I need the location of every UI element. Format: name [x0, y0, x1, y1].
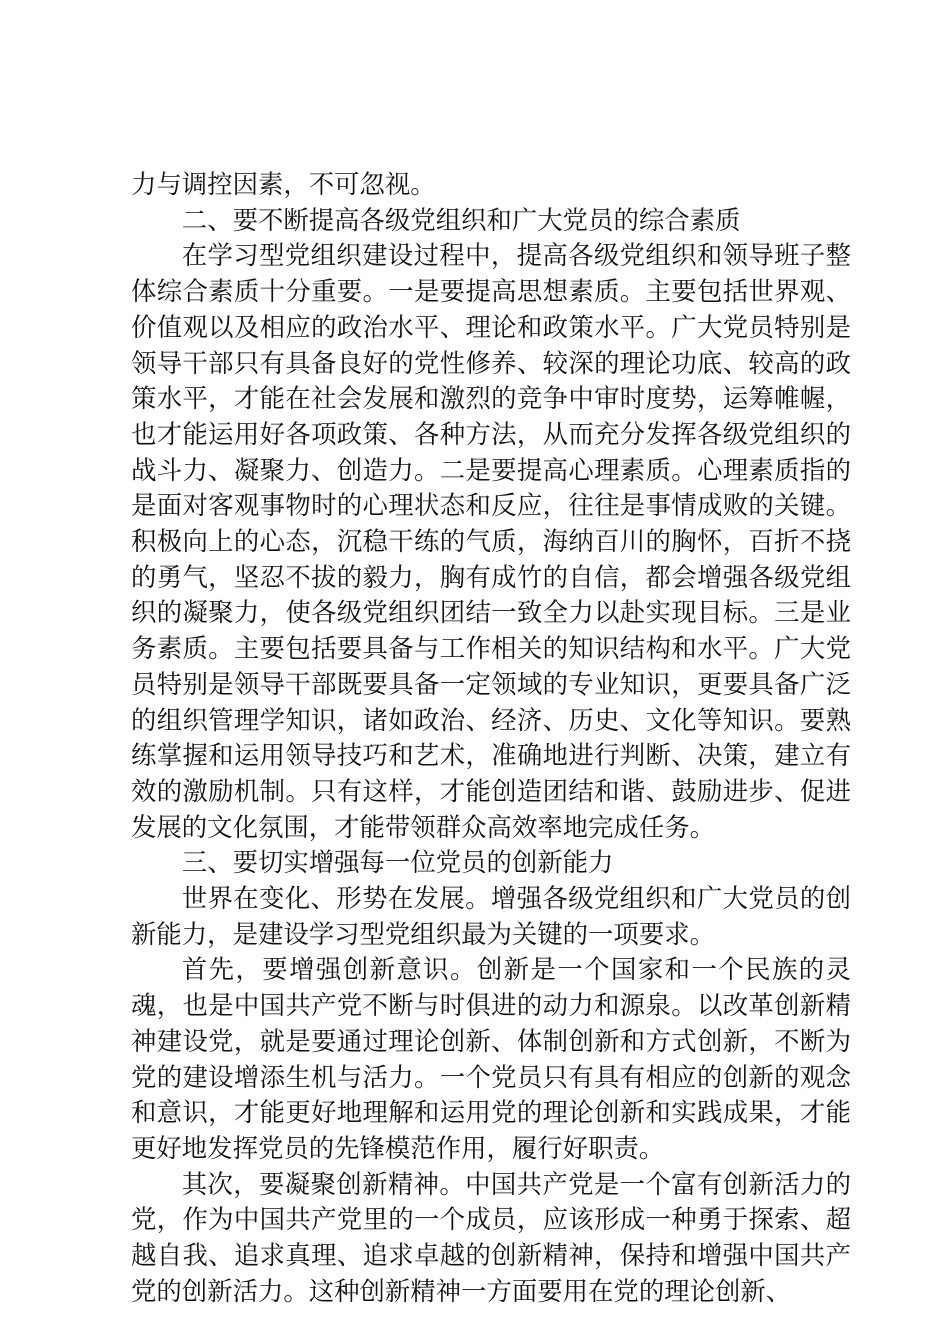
- document-page: [131, 167, 851, 1310]
- paragraph-innovation-spirit: 其次，要凝聚创新精神。中国共产党是一个富有创新活力的党，作为中国共产党里的一个成员，应该形成一种勇于探索、超越自我、追求真理、追求卓越的创新精神，保持和增强中国共产党的创新活力。这种创新精神一方面要用在党的理论创新、: [131, 1168, 851, 1306]
- paragraph-continued: 力与调控因素，不可忽视。: [131, 169, 436, 199]
- paragraph-innovation-intro: 世界在变化、形势在发展。增强各级党组织和广大党员的创新能力，是建设学习型党组织最为关键的一项要求。: [131, 883, 851, 949]
- section-heading-2: 二、要不断提高各级党组织和广大党员的综合素质: [181, 204, 741, 235]
- paragraph-comprehensive-quality: 在学习型党组织建设过程中，提高各级党组织和领导班子整体综合素质十分重要。一是要提高思想素质。主要包括世界观、价值观以及相应的政治水平、理论和政策水平。广大党员特别是领导干部只有具备良好的党性修养、较深的理论功底、较高的政策水平，才能在社会发展和激烈的竞争中审时度势，运筹帷幄，也才能运用好各项政策、各种方法，从而充分发挥各级党组织的战斗力、凝聚力、创造力。二是要提高心理素质。心理素质指的是面对客观事物时的心理状态和反应，往往是事情成败的关键。积极向上的心态，沉稳干练的气质，海纳百川的胸怀，百折不挠的勇气，坚忍不拔的毅力，胸有成竹的自信，都会增强各级党组织的凝聚力，使各级党组织团结一致全力以赴实现目标。三是业务素质。主要包括要具备与工作相关的知识结构和水平。广大党员特别是领导干部既要具备一定领域的专业知识，更要具备广泛的组织管理学知识，诸如政治、经济、历史、文化等知识。要熟练掌握和运用领导技巧和艺术，准确地进行判断、决策，建立有效的激励机制。只有这样，才能创造团结和谐、鼓励进步、促进发展的文化氛围，才能带领群众高效率地完成任务。: [131, 240, 851, 842]
- section-heading-3: 三、要切实增强每一位党员的创新能力: [181, 847, 614, 878]
- paragraph-innovation-awareness: 首先，要增强创新意识。创新是一个国家和一个民族的灵魂，也是中国共产党不断与时俱进的动力和源泉。以改革创新精神建设党，就是要通过理论创新、体制创新和方式创新，不断为党的建设增添生机与活力。一个党员只有具有相应的创新的观念和意识，才能更好地理解和运用党的理论创新和实践成果，才能更好地发挥党员的先锋模范作用，履行好职责。: [131, 954, 851, 1163]
